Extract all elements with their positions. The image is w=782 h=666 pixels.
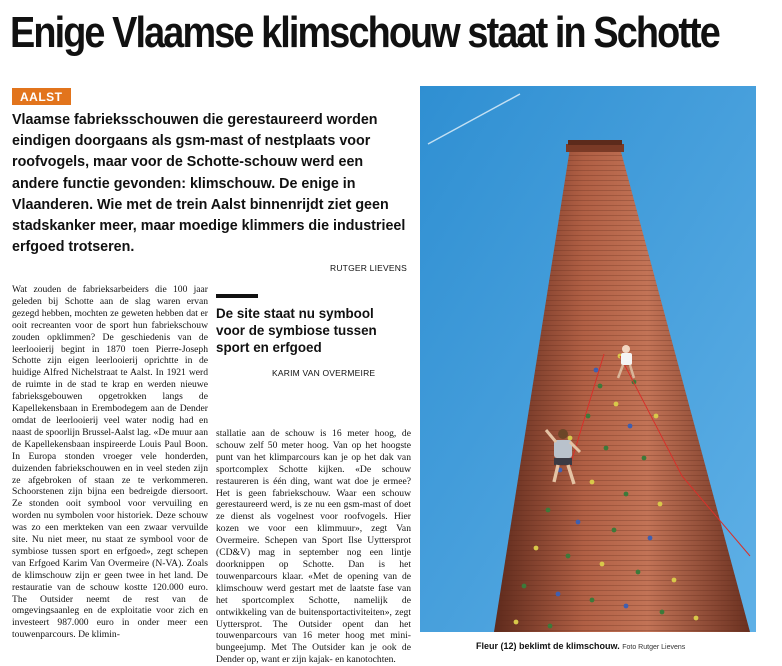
section-tag: AALST [12,88,71,105]
article-photo [420,86,756,632]
pull-quote: De site staat nu symbool voor de symbiose tussen sport en erfgoed [216,306,377,355]
body-column-2: stallatie aan de schouw is 16 meter hoog, de schouw zelf 50 meter hoog. Van op het hoogste punt van het klimparcours kan je op het dak van sportcomplex Schotte kijken. «De schouw restaureren is één ding, want wat doe je ermee? Het is geen fabriekschouw. Waar een schouw gerestaureerd werd, is ze nu een gsm-mast of doet ze dienst als vogelnest voor roofvogels. Hier kozen we voor een klimmuur», zegt Van Overmeire. Schepen van Sport Ilse Uyttersprot (CD&V) mag in september nog een lintje doorknippen op Schotte. Dan is het touwenparcours klaar. «Met de opening van de klimschouw werd gestart met de laatste fase van het sportcomplex Schotte, namelijk de ontwikkeling van de buitensportactiviteiten», zegt Uyttersprot. The Outsider opent dan het touwenparcours van 16 meter hoog met mini-bungeejump. Met The Outsider kan je ook de Dender op, want er zijn kajak- en kanotochten. [216,428,411,666]
photo-caption [476,641,685,651]
pull-quote-author: KARIM VAN OVERMEIRE [272,368,376,378]
article-lead: Vlaamse fabrieksschouwen die gerestaureerd worden eindigen doorgaans als gsm-mast of nestplaats voor roofvogels, maar voor de Schotte-schouw werd een andere functie gevonden: klimschouw. De enige in Vlaanderen. Wie met de trein Aalst binnenrijdt ziet geen stadskanker meer, maar moedige klimmers die industrieel erfgoed trotseren. [12,112,406,256]
body-column-1: Wat zouden de fabrieksarbeiders die 100 jaar geleden bij Schotte aan de slag waren ervan gezegd hebben, mochten ze geweten hebben dat er ooit recreanten voor de sport hun fabriekschouw zouden opklimmen? De geschiedenis van de leerlooierij begint in 1870 toen Pierre-Joseph Schotte zijn eigen leerlooierij oprichtte in de huidige Alfred Nichelstraat te Aalst. In 1921 werd de ruimte in de stad te krap en werden nieuwe fabrieksgebouwen opgetrokken langs de Kapellekensbaan in Erembodegem aan de Dender omdat de leerlooierij veel water nodig had en naast de spoorlijn Brussel-Aalst lag. «De muur aan de Kapellekensbaan inspireerde Louis Paul Boon. In Europa stonden vroeger vele honderden, duizenden fabriekschouwen en in veel steden zijn ze afgebroken of staan ze te verkommeren. Schoorstenen zijn bijna een bedreigde diersoort. Ze stonden ooit symbool voor vervuiling en worden nu symbolen voor historiek. Deze schouw was zo een merkteken van een zwaar vervuilde site. Nu niet meer, nu staat ze symbool voor de symbiose tussen sport en erfgoed», zegt schepen van Erfgoed Karim Van Overmeire (N-VA). Zoals de klimschouw zijn er geen twee in het land. De restauratie van de schouw kostte 120.000 euro. The Outsider neemt de rest van de omgevingsaanleg en de exploitatie voor zich en investeert 987.000 euro in onder meer een touwenparcours. De klimin- [12,284,208,641]
article-headline: Enige Vlaamse klimschouw staat in Schotte [10,8,719,57]
byline: RUTGER LIEVENS [330,263,407,273]
caption-text: Fleur (12) beklimt de klimschouw. [476,641,620,651]
photo-credit: Foto Rutger Lievens [622,644,686,651]
pull-quote-rule [216,294,258,298]
